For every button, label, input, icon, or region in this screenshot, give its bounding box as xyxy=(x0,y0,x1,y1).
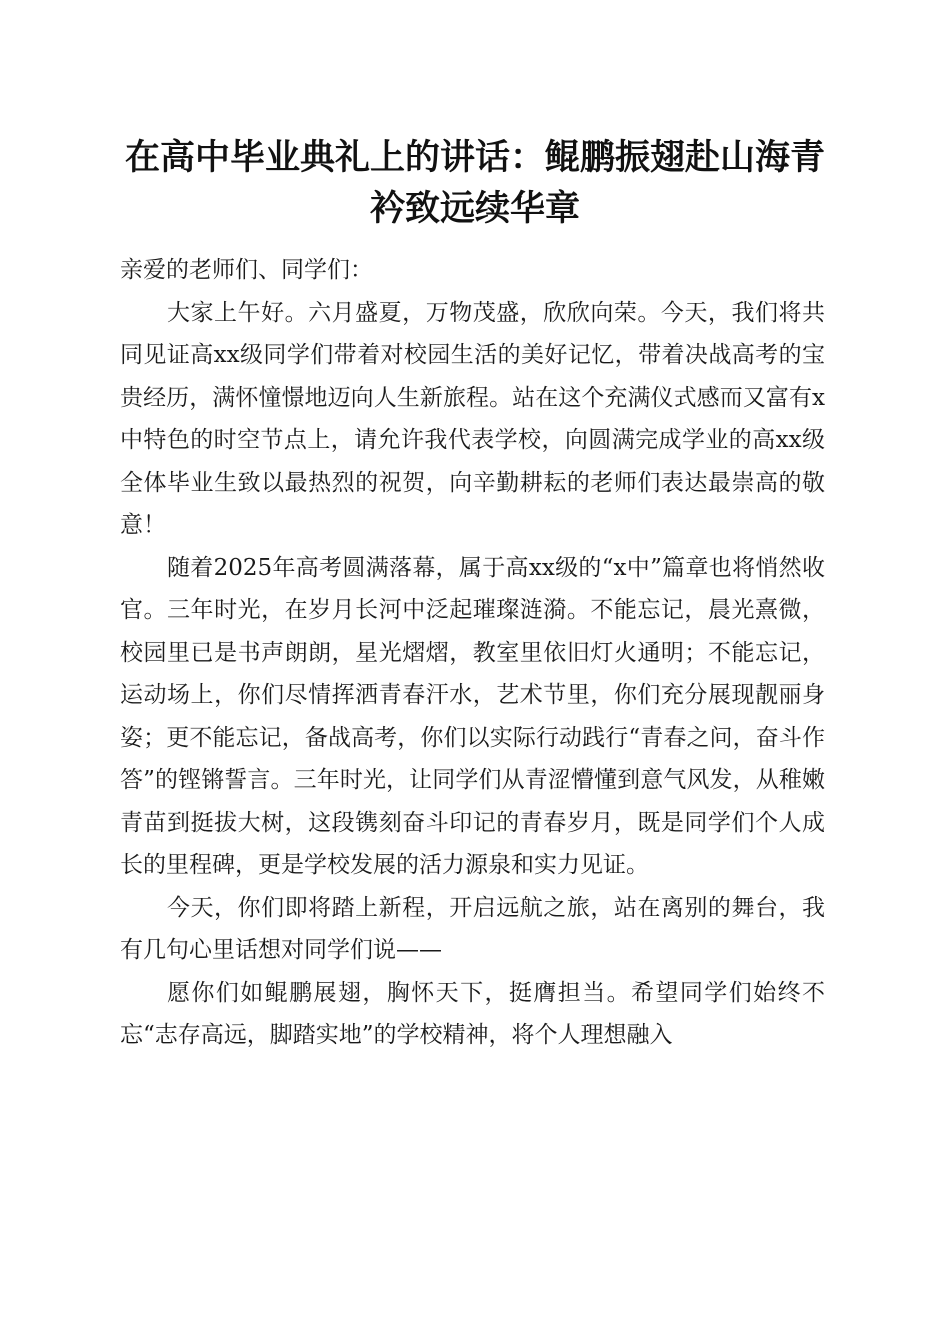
paragraph: 大家上午好。六月盛夏，万物茂盛，欣欣向荣。今天，我们将共同见证高xx级同学们带着对校园生活的美好记忆，带着决战高考的宝贵经历，满怀憧憬地迈向人生新旅程。站在这个充满仪式感而又富有x中特色的时空节点上，请允许我代表学校，向圆满完成学业的高xx级全体毕业生致以最热烈的祝贺，向辛勤耕耘的老师们表达最崇高的敬意！ xyxy=(120,299,825,538)
document-title: 在高中毕业典礼上的讲话：鲲鹏振翅赴山海青衿致远续华章 xyxy=(124,137,825,229)
paragraph: 愿你们如鲲鹏展翅，胸怀天下，挺膺担当。希望同学们始终不忘“志存高远，脚踏实地”的学校精神，将个人理想融入 xyxy=(120,979,825,1048)
paragraph: 今天，你们即将踏上新程，开启远航之旅，站在离别的舞台，我有几句心里话想对同学们说—— xyxy=(120,894,825,963)
paragraph: 随着2025年高考圆满落幕，属于高xx级的“x中”篇章也将悄然收官。三年时光，在岁月长河中泛起璀璨涟漪。不能忘记，晨光熹微，校园里已是书声朗朗，星光熠熠，教室里依旧灯火通明；不能忘记，运动场上，你们尽情挥洒青春汗水，艺术节里，你们充分展现靓丽身姿；更不能忘记，备战高考，你们以实际行动践行“青春之问，奋斗作答”的铿锵誓言。三年时光，让同学们从青涩懵懂到意气风发，从稚嫩青苗到挺拔大树，这段镌刻奋斗印记的青春岁月，既是同学们个人成长的里程碑，更是学校发展的活力源泉和实力见证。 xyxy=(120,554,825,878)
document-body xyxy=(120,249,825,1057)
salutation: 亲爱的老师们、同学们： xyxy=(120,257,373,283)
